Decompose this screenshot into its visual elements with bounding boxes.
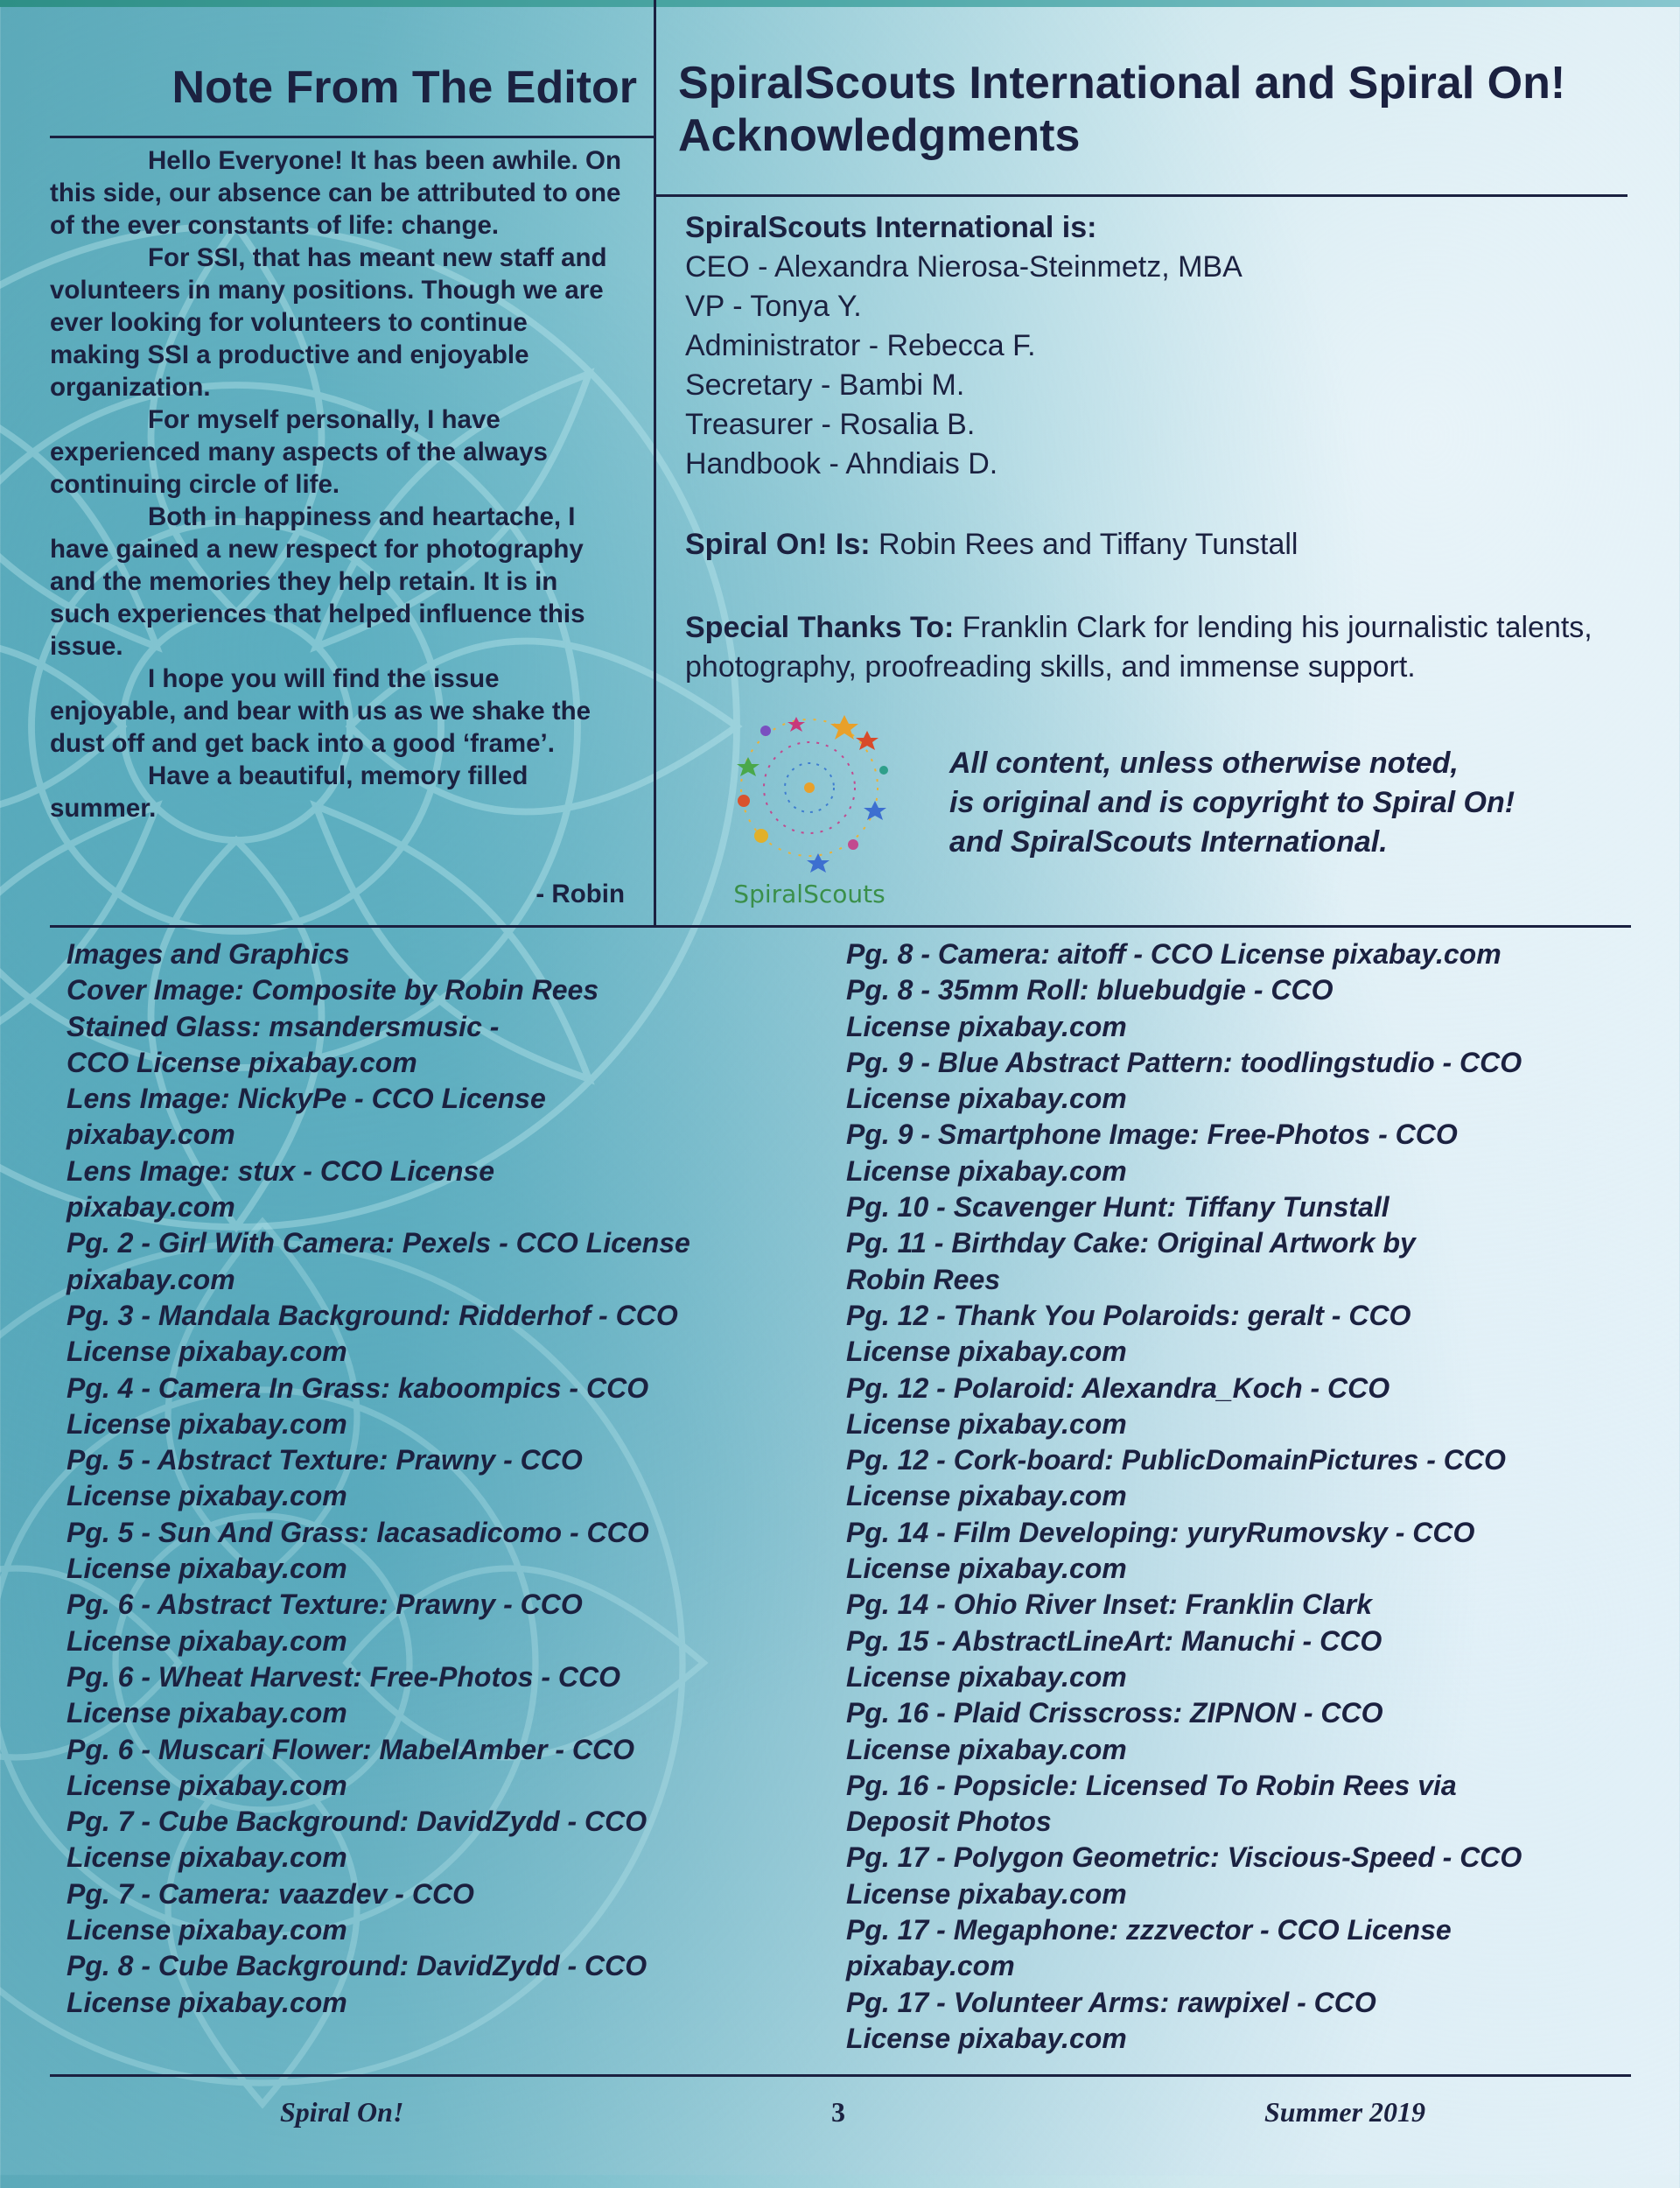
credit-line: Images and Graphics xyxy=(66,938,350,970)
credit-line: Pg. 5 - Sun And Grass: lacasadicomo - CCO xyxy=(66,1516,649,1548)
credit-line: CCO License pixabay.com xyxy=(66,1046,417,1078)
staff-member: CEO - Alexandra Nierosa-Steinmetz, MBA xyxy=(685,250,1242,284)
credit-line: pixabay.com xyxy=(66,1191,235,1224)
copyright-line: and SpiralScouts International. xyxy=(949,825,1388,859)
image-credits-left-column xyxy=(66,936,784,2021)
credit-line: License pixabay.com xyxy=(66,1914,347,1946)
staff-member: VP - Tonya Y. xyxy=(685,290,862,323)
credit-line: Pg. 14 - Film Developing: yuryRumovsky - CCO xyxy=(846,1516,1475,1548)
credit-line: Pg. 3 - Mandala Background: Ridderhof - CCO xyxy=(66,1299,678,1331)
credit-line: License pixabay.com xyxy=(846,1660,1127,1693)
credit-line: Pg. 6 - Wheat Harvest: Free-Photos - CCO xyxy=(66,1660,620,1693)
spiral-on-label: Spiral On! Is: xyxy=(685,528,871,561)
credit-line: Stained Glass: msandersmusic - xyxy=(66,1010,500,1042)
footer-page-number: 3 xyxy=(831,2096,845,2128)
credit-line: Pg. 17 - Volunteer Arms: rawpixel - CCO xyxy=(846,1986,1376,2018)
staff-member: Handbook - Ahndiais D. xyxy=(685,447,998,480)
credit-line: License pixabay.com xyxy=(66,1553,347,1585)
credit-line: License pixabay.com xyxy=(66,1841,347,1874)
credit-line: Lens Image: NickyPe - CCO License xyxy=(66,1083,546,1115)
acknowledgments-title-rule xyxy=(656,194,1628,197)
credit-line: Pg. 5 - Abstract Texture: Prawny - CCO xyxy=(66,1444,583,1476)
credit-line: Pg. 6 - Muscari Flower: MabelAmber - CCO xyxy=(66,1733,634,1765)
editor-title: Note From The Editor xyxy=(172,62,637,113)
credit-line: License pixabay.com xyxy=(66,1480,347,1512)
credit-line: License pixabay.com xyxy=(66,1336,347,1368)
credit-line: License pixabay.com xyxy=(846,1407,1127,1440)
ssi-heading: SpiralScouts International is: xyxy=(685,211,1097,244)
credit-line: Pg. 10 - Scavenger Hunt: Tiffany Tunstall xyxy=(846,1191,1390,1224)
credit-line: License pixabay.com xyxy=(66,1986,347,2018)
credit-line: Pg. 15 - AbstractLineArt: Manuchi - CCO xyxy=(846,1624,1382,1657)
credit-line: License pixabay.com xyxy=(846,1010,1127,1042)
credit-line: License pixabay.com xyxy=(66,1697,347,1729)
credit-line: Lens Image: stux - CCO License xyxy=(66,1154,495,1187)
credit-line: License pixabay.com xyxy=(846,1154,1127,1187)
credit-line: Pg. 17 - Megaphone: zzzvector - CCO License xyxy=(846,1914,1452,1946)
credit-line: Pg. 7 - Cube Background: DavidZydd - CCO xyxy=(66,1806,648,1838)
credit-line: Pg. 4 - Camera In Grass: kaboompics - CCO xyxy=(66,1371,649,1404)
editor-note-body xyxy=(50,144,623,824)
acknowledgments-title: SpiralScouts International and Spiral On! Acknowledgments xyxy=(678,58,1566,161)
credit-line: Pg. 8 - Camera: aitoff - CCO License pixabay.com xyxy=(846,938,1502,970)
credit-line: pixabay.com xyxy=(66,1119,235,1151)
credit-line: License pixabay.com xyxy=(846,1553,1127,1585)
credit-line: License pixabay.com xyxy=(66,1624,347,1657)
credit-line: Pg. 17 - Polygon Geometric: Viscious-Speed - CCO xyxy=(846,1841,1522,1874)
logo-wordmark: SpiralScouts xyxy=(733,880,886,908)
credit-line: Pg. 16 - Popsicle: Licensed To Robin Rees via xyxy=(846,1769,1457,1801)
section-divider xyxy=(50,925,1631,928)
image-credits-right-column xyxy=(846,936,1634,2057)
credit-line: Cover Image: Composite by Robin Rees xyxy=(66,974,599,1006)
credit-line: License pixabay.com xyxy=(66,1407,347,1440)
spiral-stars-icon xyxy=(713,705,906,888)
spiral-on-value: Robin Rees and Tiffany Tunstall xyxy=(878,528,1298,561)
credit-line: License pixabay.com xyxy=(66,1769,347,1801)
credit-line: pixabay.com xyxy=(66,1263,235,1295)
top-color-bar xyxy=(0,0,1680,7)
editor-signature: - Robin xyxy=(536,880,625,908)
credit-line: Pg. 12 - Cork-board: PublicDomainPictures - CCO xyxy=(846,1444,1506,1476)
credit-line: Deposit Photos xyxy=(846,1806,1052,1838)
credit-line: License pixabay.com xyxy=(846,1733,1127,1765)
credit-line: Pg. 16 - Plaid Crisscross: ZIPNON - CCO xyxy=(846,1697,1383,1729)
editor-paragraph: For SSI, that has meant new staff and volunteers in many positions. Though we are ever looking for volunteers to continue making SSI a productive and enjoyable organization. xyxy=(50,243,607,402)
credit-line: Pg. 2 - Girl With Camera: Pexels - CCO License xyxy=(66,1227,690,1259)
spiralscouts-logo xyxy=(713,705,906,915)
credit-line: Pg. 11 - Birthday Cake: Original Artwork by xyxy=(846,1227,1416,1259)
copyright-line: All content, unless otherwise noted, xyxy=(949,747,1459,780)
credit-line: Pg. 9 - Smartphone Image: Free-Photos - CCO xyxy=(846,1119,1458,1151)
credit-line: Pg. 12 - Thank You Polaroids: geralt - CCO xyxy=(846,1299,1411,1331)
copyright-notice xyxy=(949,744,1614,862)
footer-rule xyxy=(50,2074,1631,2077)
credit-line: License pixabay.com xyxy=(846,1877,1127,1910)
copyright-line: is original and is copyright to Spiral On! xyxy=(949,786,1516,819)
credit-line: Pg. 6 - Abstract Texture: Prawny - CCO xyxy=(66,1588,583,1621)
staff-member: Secretary - Bambi M. xyxy=(685,368,965,402)
credit-line: Pg. 8 - 35mm Roll: bluebudgie - CCO xyxy=(846,974,1334,1006)
special-thanks-label: Special Thanks To: xyxy=(685,611,955,644)
column-divider xyxy=(654,0,656,925)
editor-title-rule xyxy=(50,136,654,138)
editor-paragraph: For myself personally, I have experienced many aspects of the always continuing circle of life. xyxy=(50,405,548,499)
credit-line: Pg. 7 - Camera: vaazdev - CCO xyxy=(66,1877,474,1910)
credit-line: License pixabay.com xyxy=(846,1480,1127,1512)
credit-line: Pg. 9 - Blue Abstract Pattern: toodlingstudio - CCO xyxy=(846,1046,1522,1078)
spiral-on-section xyxy=(685,525,1648,565)
editor-paragraph: Both in happiness and heartache, I have gained a new respect for photography and the memories they help retain. It is in such experiences that helped influence this issue. xyxy=(50,502,585,661)
credit-line: Pg. 14 - Ohio River Inset: Franklin Clark xyxy=(846,1588,1373,1621)
special-thanks-value: Franklin Clark for lending his journalistic talents, photography, proofreading skills, and immense support. xyxy=(685,611,1592,684)
special-thanks-section xyxy=(685,608,1648,687)
staff-member: Treasurer - Rosalia B. xyxy=(685,408,976,441)
staff-member: Administrator - Rebecca F. xyxy=(685,329,1036,362)
ssi-staff-list xyxy=(685,248,1648,484)
credit-line: Pg. 12 - Polaroid: Alexandra_Koch - CCO xyxy=(846,1371,1390,1404)
credit-line: pixabay.com xyxy=(846,1950,1015,1982)
footer-issue: Summer 2019 xyxy=(1264,2096,1426,2128)
credit-line: Pg. 8 - Cube Background: DavidZydd - CCO xyxy=(66,1950,648,1982)
editor-paragraph: I hope you will find the issue enjoyable, and bear with us as we shake the dust off and get back into a good ‘frame’. xyxy=(50,664,592,758)
footer-publication-name: Spiral On! xyxy=(280,2096,404,2128)
ssi-staff-section xyxy=(685,208,1648,484)
editor-paragraph: Hello Everyone! It has been awhile. On this side, our absence can be attributed to one of the ever constants of life: change. xyxy=(50,146,621,240)
credit-line: License pixabay.com xyxy=(846,1083,1127,1115)
credit-line: Robin Rees xyxy=(846,1263,1001,1295)
credit-line: License pixabay.com xyxy=(846,1336,1127,1368)
editor-paragraph: Have a beautiful, memory filled summer. xyxy=(50,761,528,823)
credit-line: License pixabay.com xyxy=(846,2022,1127,2054)
